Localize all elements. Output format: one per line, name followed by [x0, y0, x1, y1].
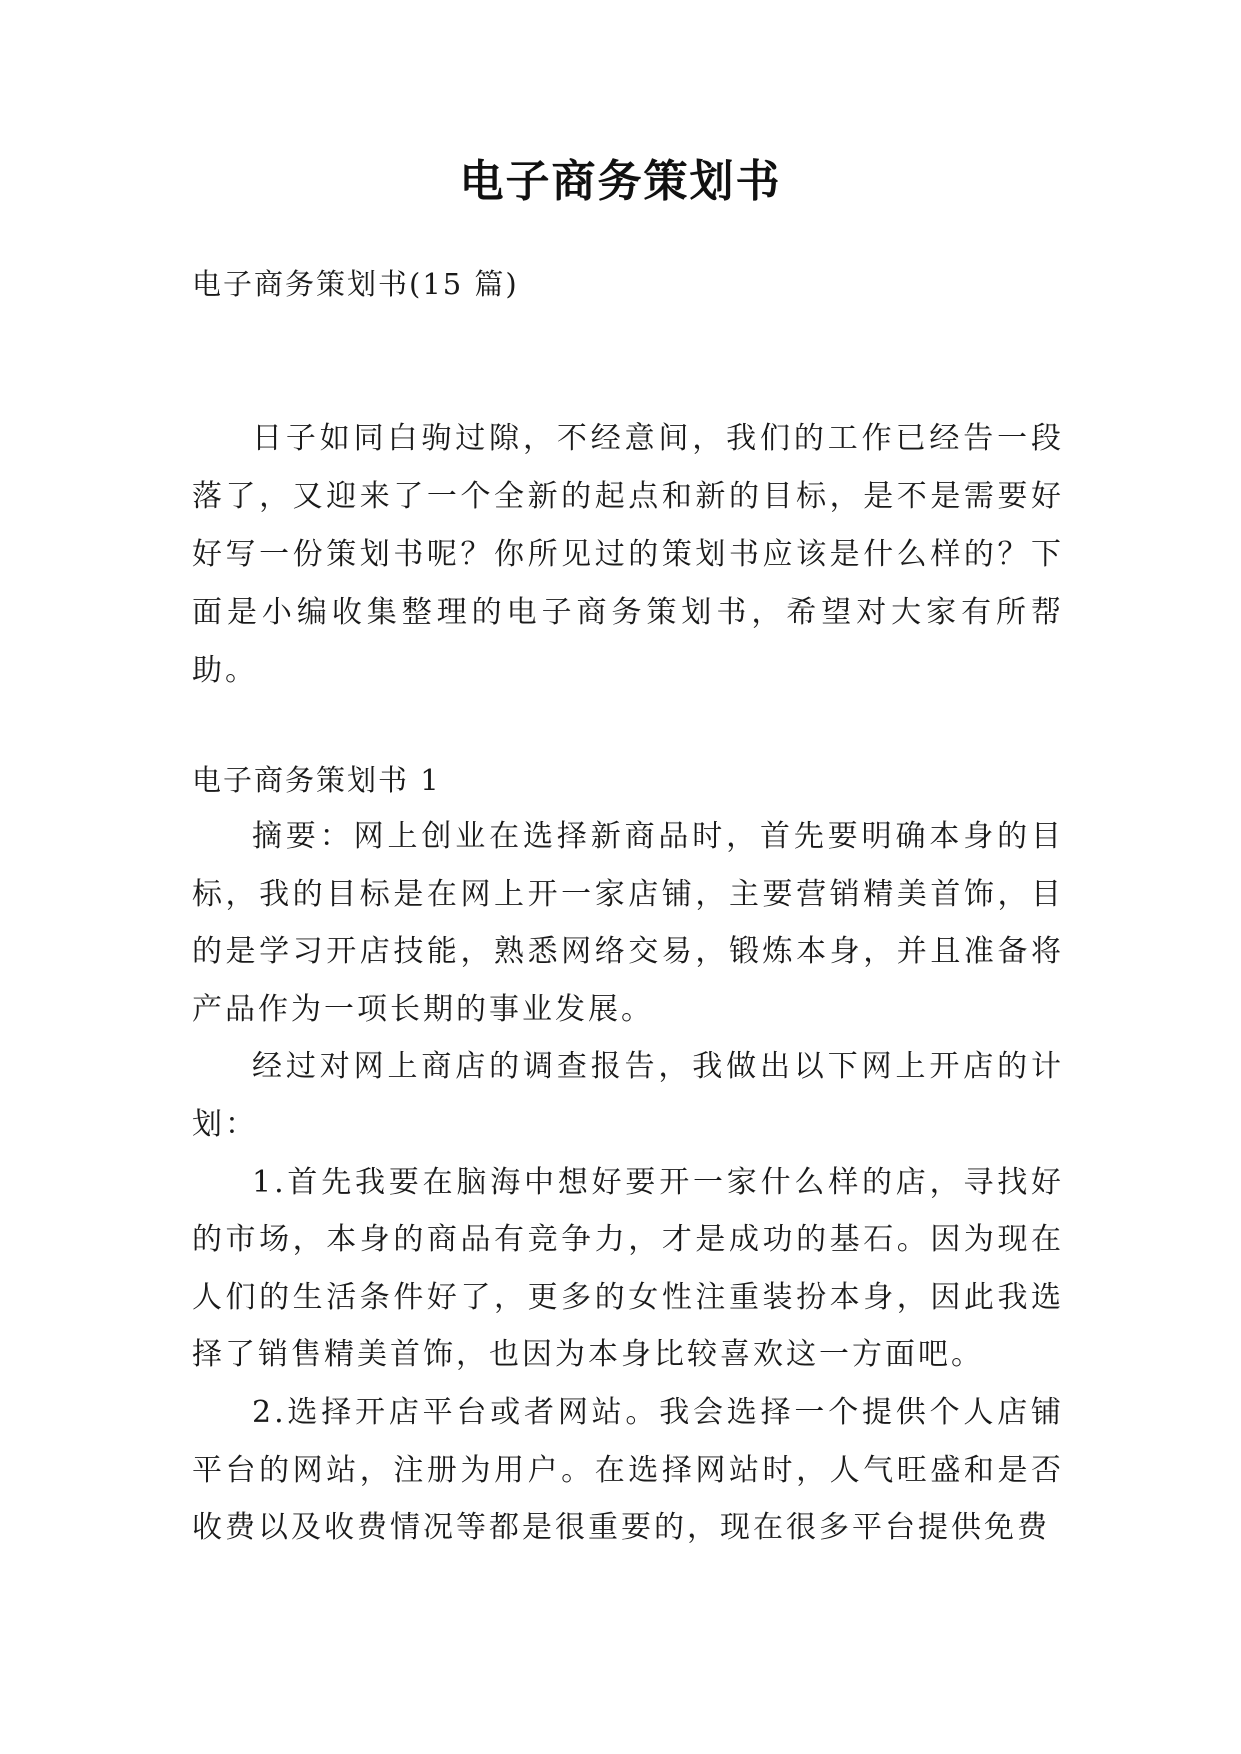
- document-subtitle: 电子商务策划书(15 篇): [192, 267, 519, 301]
- intro-paragraph: 日子如同白驹过隙，不经意间，我们的工作已经告一段落了，又迎来了一个全新的起点和新的目标，是不是需要好好写一份策划书呢？你所见过的策划书应该是什么样的？下面是小编收集整理的电子商务策划书，希望对大家有所帮助。: [192, 421, 1064, 688]
- body-paragraph: 摘要：网上创业在选择新商品时，首先要明确本身的目标，我的目标是在网上开一家店铺，主要营销精美首饰，目的是学习开店技能，熟悉网络交易，锻炼本身，并且准备将产品作为一项长期的事业发展。: [192, 819, 1064, 1027]
- body-paragraph: 经过对网上商店的调查报告，我做出以下网上开店的计划：: [192, 1049, 1064, 1142]
- section-heading: 电子商务策划书 1: [192, 763, 441, 797]
- body-paragraph: 2.选择开店平台或者网站。我会选择一个提供个人店铺平台的网站，注册为用户。在选择网站时，人气旺盛和是否收费以及收费情况等都是很重要的，现在很多平台提供免费: [192, 1394, 1064, 1546]
- intro-block: [192, 410, 1064, 700]
- section-body: [192, 808, 1064, 1557]
- body-paragraph: 1.首先我要在脑海中想好要开一家什么样的店，寻找好的市场，本身的商品有竞争力，才是成功的基石。因为现在人们的生活条件好了，更多的女性注重装扮本身，因此我选择了销售精美首饰，也因为本身比较喜欢这一方面吧。: [192, 1164, 1064, 1373]
- document-title: 电子商务策划书: [459, 156, 782, 207]
